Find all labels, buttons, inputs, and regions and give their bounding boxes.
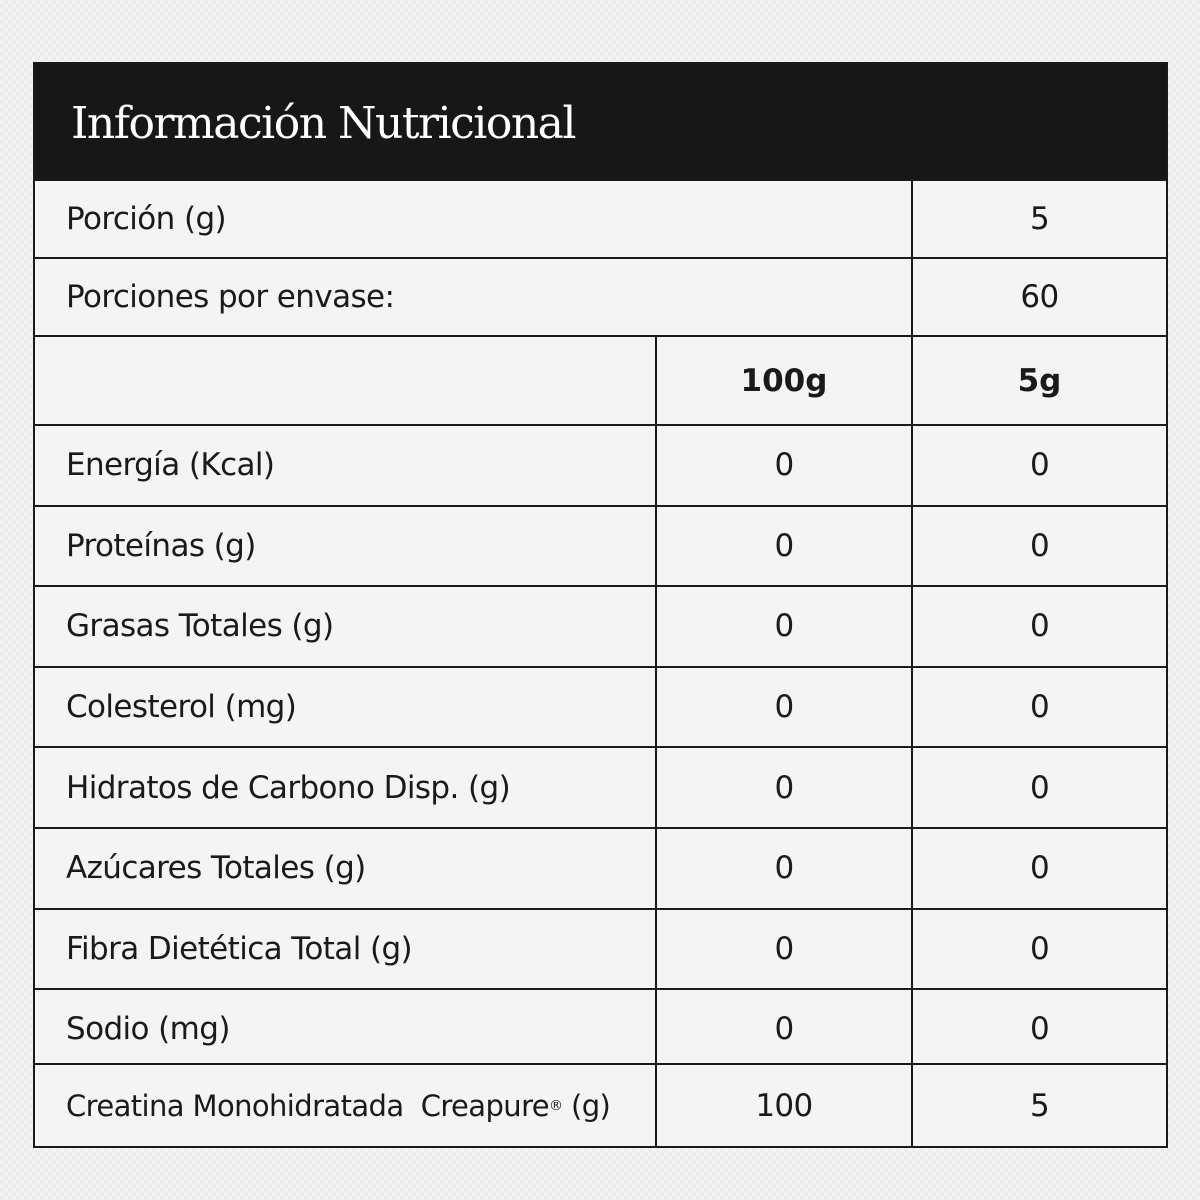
servings-row <box>35 257 1166 335</box>
nutrient-value-5g: 0 <box>1029 689 1050 726</box>
nutrient-value-5g: 0 <box>1029 608 1050 645</box>
nutrient-name: Energía (Kcal) <box>66 447 275 484</box>
nutrient-row <box>35 988 1166 1069</box>
creatine-value-100g: 100 <box>755 1087 813 1124</box>
column-header-row <box>35 335 1166 424</box>
nutrient-value-100g: 0 <box>774 527 794 564</box>
creatine-label <box>66 1065 610 1146</box>
creatine-value-5g: 5 <box>1029 1087 1050 1124</box>
creatine-unit: (g) <box>562 1088 611 1123</box>
column-divider-right <box>911 179 913 1146</box>
nutrient-row <box>35 505 1166 586</box>
nutrient-value-5g: 0 <box>1029 447 1050 484</box>
nutrient-value-100g: 0 <box>774 608 794 645</box>
nutrient-value-5g: 0 <box>1029 930 1050 967</box>
nutrient-value-5g: 0 <box>1029 850 1050 887</box>
creatine-row <box>35 1063 1166 1146</box>
nutrient-value-5g: 0 <box>1029 1011 1050 1048</box>
column-header-5g: 5g <box>1017 362 1062 399</box>
nutrient-row <box>35 746 1166 827</box>
nutrient-row <box>35 424 1166 505</box>
portion-value: 5 <box>1029 201 1050 237</box>
creatine-name: Creatina Monohidratada Creapure <box>66 1088 549 1123</box>
portion-label: Porción (g) <box>66 201 227 237</box>
nutrient-name: Azúcares Totales (g) <box>66 850 366 887</box>
column-divider-left <box>655 335 657 1146</box>
servings-label: Porciones por envase: <box>66 279 395 315</box>
portion-row <box>35 179 1166 257</box>
nutrient-row <box>35 666 1166 747</box>
nutrient-name: Fibra Dietética Total (g) <box>66 930 413 967</box>
nutrient-row <box>35 908 1166 989</box>
nutrient-name: Proteínas (g) <box>66 527 256 564</box>
servings-value: 60 <box>1020 279 1059 315</box>
nutrient-value-100g: 0 <box>774 689 794 726</box>
nutrition-facts-table <box>33 62 1168 1148</box>
nutrient-name: Colesterol (mg) <box>66 689 297 726</box>
table-header <box>35 64 1166 181</box>
nutrient-value-100g: 0 <box>774 769 794 806</box>
nutrient-value-100g: 0 <box>774 930 794 967</box>
nutrient-row <box>35 585 1166 666</box>
nutrient-value-5g: 0 <box>1029 769 1050 806</box>
nutrient-name: Sodio (mg) <box>66 1011 230 1048</box>
nutrient-value-100g: 0 <box>774 447 794 484</box>
nutrient-value-100g: 0 <box>774 1011 794 1048</box>
table-title: Información Nutricional <box>71 98 575 149</box>
column-header-100g: 100g <box>740 362 828 399</box>
nutrient-value-100g: 0 <box>774 850 794 887</box>
nutrient-name: Grasas Totales (g) <box>66 608 334 645</box>
nutrient-value-5g: 0 <box>1029 527 1050 564</box>
nutrient-name: Hidratos de Carbono Disp. (g) <box>66 769 511 806</box>
registered-mark: ® <box>549 1097 563 1114</box>
nutrient-row <box>35 827 1166 908</box>
